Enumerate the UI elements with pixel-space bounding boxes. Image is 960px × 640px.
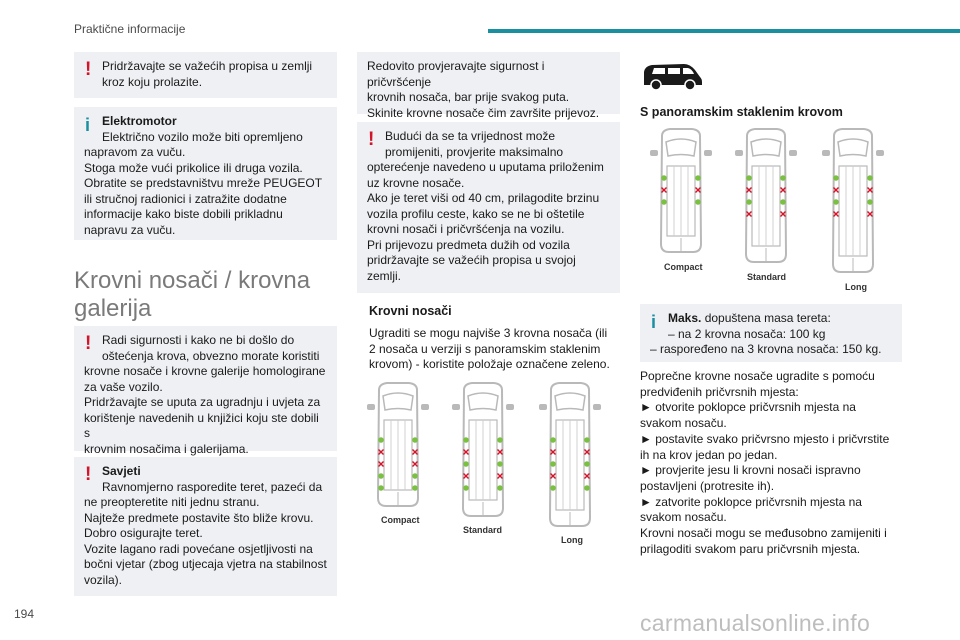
fixing-point-green — [550, 437, 556, 443]
diagram-label: Standard — [747, 272, 787, 282]
fixing-point-green — [746, 199, 752, 205]
fixing-point-green — [584, 437, 590, 443]
warning-line: Pridržavajte se uputa za ugradnju i uvjeta za — [84, 395, 321, 409]
info-line: Obratite se predstavništvu mreže PEUGEOT — [84, 176, 323, 190]
warning-line: zemlji. — [367, 268, 402, 283]
info-line: napravom za vuču. — [84, 145, 186, 159]
fixing-point-green — [833, 199, 839, 205]
body-line: ► zatvorite poklopce pričvrsnih mjesta na — [640, 494, 862, 509]
info-line: – na 2 krovna nosača: 100 kg — [668, 326, 826, 341]
warning-line: vozila profilu ceste, kako se ne bi oštetile — [367, 206, 585, 221]
fixing-point-green — [695, 199, 701, 205]
info-icon: i — [85, 115, 91, 135]
fixing-point-green — [695, 175, 701, 181]
warning-icon: ! — [85, 464, 92, 485]
mirror — [650, 150, 658, 156]
fixing-point-green — [867, 175, 873, 181]
body-line: ih na krov jedan po jedan. — [640, 447, 778, 462]
fixing-point-green — [780, 175, 786, 181]
warning-line: promijeniti, provjerite maksimalno — [385, 144, 564, 159]
warning-line: Vozite lagano radi povećane osjetljivosti na — [84, 541, 313, 556]
fixing-point-green — [412, 437, 418, 443]
warning-icon: ! — [85, 59, 92, 80]
info-line: ili stručnoj radionici i zatražite dodatne — [84, 191, 287, 206]
roof-bars-instructions — [640, 369, 902, 557]
fixing-point-green — [833, 175, 839, 181]
info-text: dopuštena masa tereta: — [701, 311, 831, 325]
warning-box-safety — [74, 326, 337, 456]
fixing-point-green — [497, 437, 503, 443]
warning-line: kroz koju prolazite. — [102, 74, 203, 89]
body-line: prilagoditi svakom paru pričvrsnih mjesta. — [640, 541, 861, 556]
diagram-label: Standard — [463, 525, 503, 535]
mirror — [822, 150, 830, 156]
fixing-point-green — [584, 461, 590, 467]
body-line: predviđenih pričvrsnih mjesta: — [640, 384, 799, 399]
fixing-point-green — [746, 175, 752, 181]
body-line: krovom) - koristite položaje označene zeleno. — [369, 357, 610, 372]
info-box-max-mass — [640, 304, 902, 362]
subheading-roof-bars: Krovni nosači — [369, 304, 452, 318]
warning-line: krovni nosači i pričvršćenja na vozilu. — [367, 222, 565, 236]
mirror — [506, 404, 514, 410]
warning-line: Budući da se ta vrijednost može — [385, 129, 556, 143]
roof-diagram-compact-panoramic — [648, 126, 714, 258]
info-line: napravu za vuču. — [84, 222, 176, 237]
subheading-panoramic: S panoramskim staklenim krovom — [640, 105, 843, 119]
fixing-point-green — [497, 461, 503, 467]
warning-box-border — [74, 52, 337, 98]
fixing-point-green — [463, 485, 469, 491]
section-title-line: Krovni nosači / krovna — [74, 267, 311, 294]
mirror — [593, 404, 601, 410]
body-line: svakom nosaču. — [640, 510, 727, 525]
warning-line: uz krovne nosače. — [367, 175, 465, 190]
mirror — [735, 150, 743, 156]
roof-diagram-long — [537, 380, 603, 532]
warning-line: Najteže predmete postavite što bliže krovu. — [84, 510, 314, 525]
diagram-label: Long — [845, 282, 867, 292]
mirror — [421, 404, 429, 410]
warning-line: Radi sigurnosti i kako ne bi došlo do — [102, 333, 295, 347]
fixing-point-green — [412, 473, 418, 479]
fixing-point-green — [550, 461, 556, 467]
warning-box-tips — [74, 457, 337, 596]
warning-line: opterećenje navedeno u uputama priloženim — [367, 160, 604, 174]
info-line: Stoga može vući prikolice ili druga vozila. — [84, 160, 303, 175]
warning-line: krovne nosače i krovne galerije homologirane — [84, 364, 326, 378]
header-title: Praktične informacije — [74, 22, 186, 36]
van-side-icon — [640, 60, 704, 92]
warning-icon: ! — [85, 333, 92, 354]
info-title: Elektromotor — [102, 114, 177, 128]
warning-title: Savjeti — [102, 464, 141, 478]
warning-line: Pri prijevozu predmeta dužih od vozila — [367, 237, 570, 252]
info-line: Redovito provjeravajte sigurnost i pričvršćenje — [367, 59, 545, 89]
body-line: ► provjerite jesu li krovni nosači ispravno — [640, 463, 861, 478]
warning-icon: ! — [368, 129, 375, 150]
diagram-label: Long — [561, 535, 583, 545]
mirror — [539, 404, 547, 410]
section-title — [74, 267, 310, 323]
info-bold: Maks. — [668, 311, 702, 325]
warning-line: korištenje navedenih u knjižici koju ste dobili s — [84, 410, 319, 440]
roof-diagram-standard-panoramic — [733, 126, 799, 268]
warning-line: vozila). — [84, 572, 123, 587]
fixing-point-green — [550, 485, 556, 491]
info-box-electromotor — [74, 107, 337, 240]
warning-line: Pridržavajte se važećih propisa u zemlji — [102, 59, 313, 73]
mirror — [789, 150, 797, 156]
warning-box-load — [357, 122, 620, 293]
section-title-line: galerija — [74, 295, 152, 322]
body-line: Ugraditi se mogu najviše 3 krovna nosača (ili — [369, 326, 608, 340]
body-line: ► postavite svako pričvrsno mjesto i pričvrstite — [640, 431, 890, 446]
warning-line: oštećenja krova, obvezno morate koristiti — [102, 348, 320, 363]
fixing-point-green — [463, 461, 469, 467]
fixing-point-green — [463, 437, 469, 443]
body-line: postavljeni (protresite ih). — [640, 478, 775, 493]
warning-line: Dobro osigurajte teret. — [84, 526, 203, 540]
info-icon: i — [651, 312, 657, 332]
info-line: – raspoređeno na 3 krovna nosača: 150 kg. — [650, 342, 882, 356]
fixing-point-green — [661, 199, 667, 205]
warning-line: za vaše vozilo. — [84, 379, 163, 394]
fixing-point-green — [661, 175, 667, 181]
mirror — [452, 404, 460, 410]
warning-line: krovnim nosačima i galerijama. — [84, 441, 249, 456]
fixing-point-green — [378, 473, 384, 479]
warning-line: Ravnomjerno rasporedite teret, pazeći da — [102, 479, 323, 494]
roof-diagram-long-panoramic — [820, 126, 886, 278]
info-line: informacije kako biste dobili prikladnu — [84, 207, 283, 221]
fixing-point-green — [378, 437, 384, 443]
fixing-point-green — [412, 485, 418, 491]
info-line: Električno vozilo može biti opremljeno — [102, 129, 303, 144]
fixing-point-green — [584, 485, 590, 491]
info-box-check — [357, 52, 620, 120]
fixing-point-green — [497, 485, 503, 491]
body-line: Krovni nosači mogu se međusobno zamijeniti i — [640, 526, 887, 541]
mirror — [367, 404, 375, 410]
fixing-point-green — [378, 485, 384, 491]
body-line: ► otvorite poklopce pričvrsnih mjesta na — [640, 400, 856, 415]
warning-line: bočni vjetar (zbog utjecaja vjetra na stabilnost — [84, 557, 327, 571]
watermark: carmanualsonline.info — [640, 610, 871, 636]
roof-bars-intro — [369, 326, 619, 373]
mirror — [704, 150, 712, 156]
body-line: 2 nosača u verziji s panoramskim staklenim — [369, 341, 601, 356]
body-line: Poprečne krovne nosače ugradite s pomoću — [640, 369, 875, 383]
page-number: 194 — [14, 607, 35, 621]
roof-diagram-compact — [365, 380, 431, 512]
diagram-label: Compact — [381, 515, 420, 525]
fixing-point-green — [780, 199, 786, 205]
mirror — [876, 150, 884, 156]
warning-line: ne preopteretite niti jednu stranu. — [84, 495, 260, 509]
warning-line: Ako je teret viši od 40 cm, prilagodite brzinu — [367, 191, 600, 205]
info-line: Skinite krovne nosače čim završite prijevoz. — [367, 105, 600, 120]
roof-diagram-standard — [450, 380, 516, 522]
header-accent-bar — [488, 29, 960, 33]
diagram-label: Compact — [664, 262, 703, 272]
info-line — [650, 311, 892, 327]
info-line: krovnih nosača, bar prije svakog puta. — [367, 90, 570, 104]
warning-line: pridržavajte se važećih propisa u svojoj — [367, 253, 576, 267]
fixing-point-green — [867, 199, 873, 205]
body-line: svakom nosaču. — [640, 416, 727, 431]
